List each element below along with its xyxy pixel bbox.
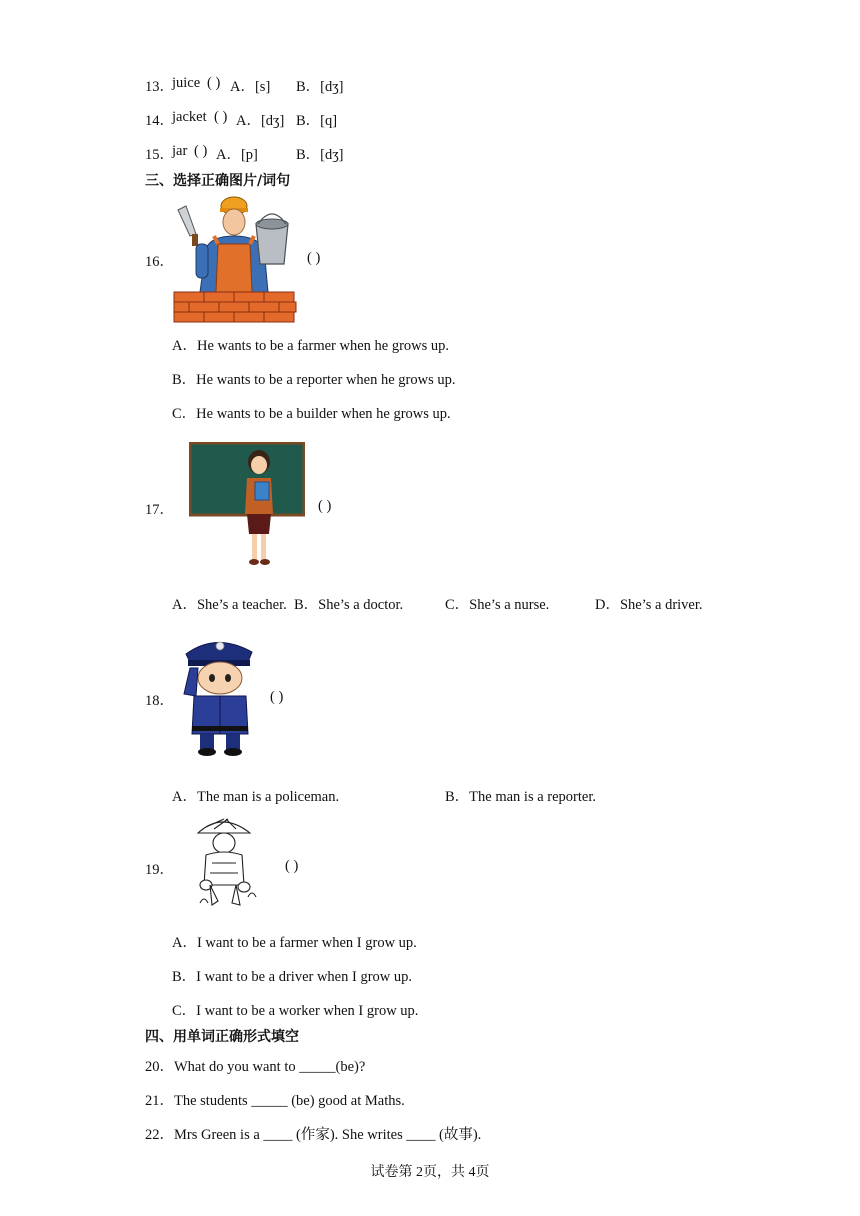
teacher-illustration: [189, 442, 305, 568]
option-a: A．The man is a policeman.: [172, 789, 340, 805]
option-d: D．She’s a driver.: [595, 597, 703, 613]
farmer-illustration: [192, 815, 258, 911]
answer-paren: ( ): [194, 143, 208, 159]
option-b: B．She’s a doctor.: [294, 597, 404, 613]
question-20: 20．What do you want to _____(be)?: [145, 1059, 366, 1075]
option-c: C．He wants to be a builder when he grows up.: [172, 406, 451, 422]
option-b: B．The man is a reporter.: [445, 789, 596, 805]
answer-paren: ( ): [307, 250, 321, 266]
option-a: A．He wants to be a farmer when he grows up.: [172, 338, 450, 354]
question-number: 14．: [145, 113, 174, 129]
question-21: 21．The students _____ (be) good at Maths.: [145, 1093, 405, 1109]
option-b: B．[dʒ]: [296, 79, 344, 95]
question-word: jacket: [172, 109, 207, 125]
option-c: C．I want to be a worker when I grow up.: [172, 1003, 419, 1019]
question-word: juice: [172, 75, 201, 91]
option-b: B．[q]: [296, 113, 338, 129]
question-number: 13．: [145, 79, 174, 95]
option-a: A．I want to be a farmer when I grow up.: [172, 935, 417, 951]
policeman-illustration: [176, 634, 258, 758]
option-b: B．He wants to be a reporter when he grows up.: [172, 372, 456, 388]
answer-paren: ( ): [318, 498, 332, 514]
option-a: A．She’s a teacher.: [172, 597, 287, 613]
question-number: 17．: [145, 502, 174, 518]
option-a: A．[dʒ]: [236, 113, 285, 129]
option-c: C．She’s a nurse.: [445, 597, 550, 613]
section-heading: 四、用单词正确形式填空: [145, 1029, 299, 1045]
question-number: 19．: [145, 862, 174, 878]
question-number: 16．: [145, 254, 174, 270]
option-b: B．I want to be a driver when I grow up.: [172, 969, 412, 985]
question-word: jar: [172, 143, 188, 159]
builder-illustration: [172, 196, 300, 324]
question-number: 15．: [145, 147, 174, 163]
question-number: 18．: [145, 693, 174, 709]
question-22: 22．Mrs Green is a ____ (作家). She writes ____ (故事).: [145, 1127, 482, 1143]
answer-paren: ( ): [270, 689, 284, 705]
option-a: A．[p]: [216, 147, 258, 163]
answer-paren: ( ): [214, 109, 228, 125]
answer-paren: ( ): [207, 75, 221, 91]
answer-paren: ( ): [285, 858, 299, 874]
option-a: A．[s]: [230, 79, 271, 95]
page-footer: 试卷第 2页，共 4页: [370, 1165, 490, 1180]
option-b: B．[dʒ]: [296, 147, 344, 163]
section-heading: 三、选择正确图片/词句: [145, 173, 291, 189]
